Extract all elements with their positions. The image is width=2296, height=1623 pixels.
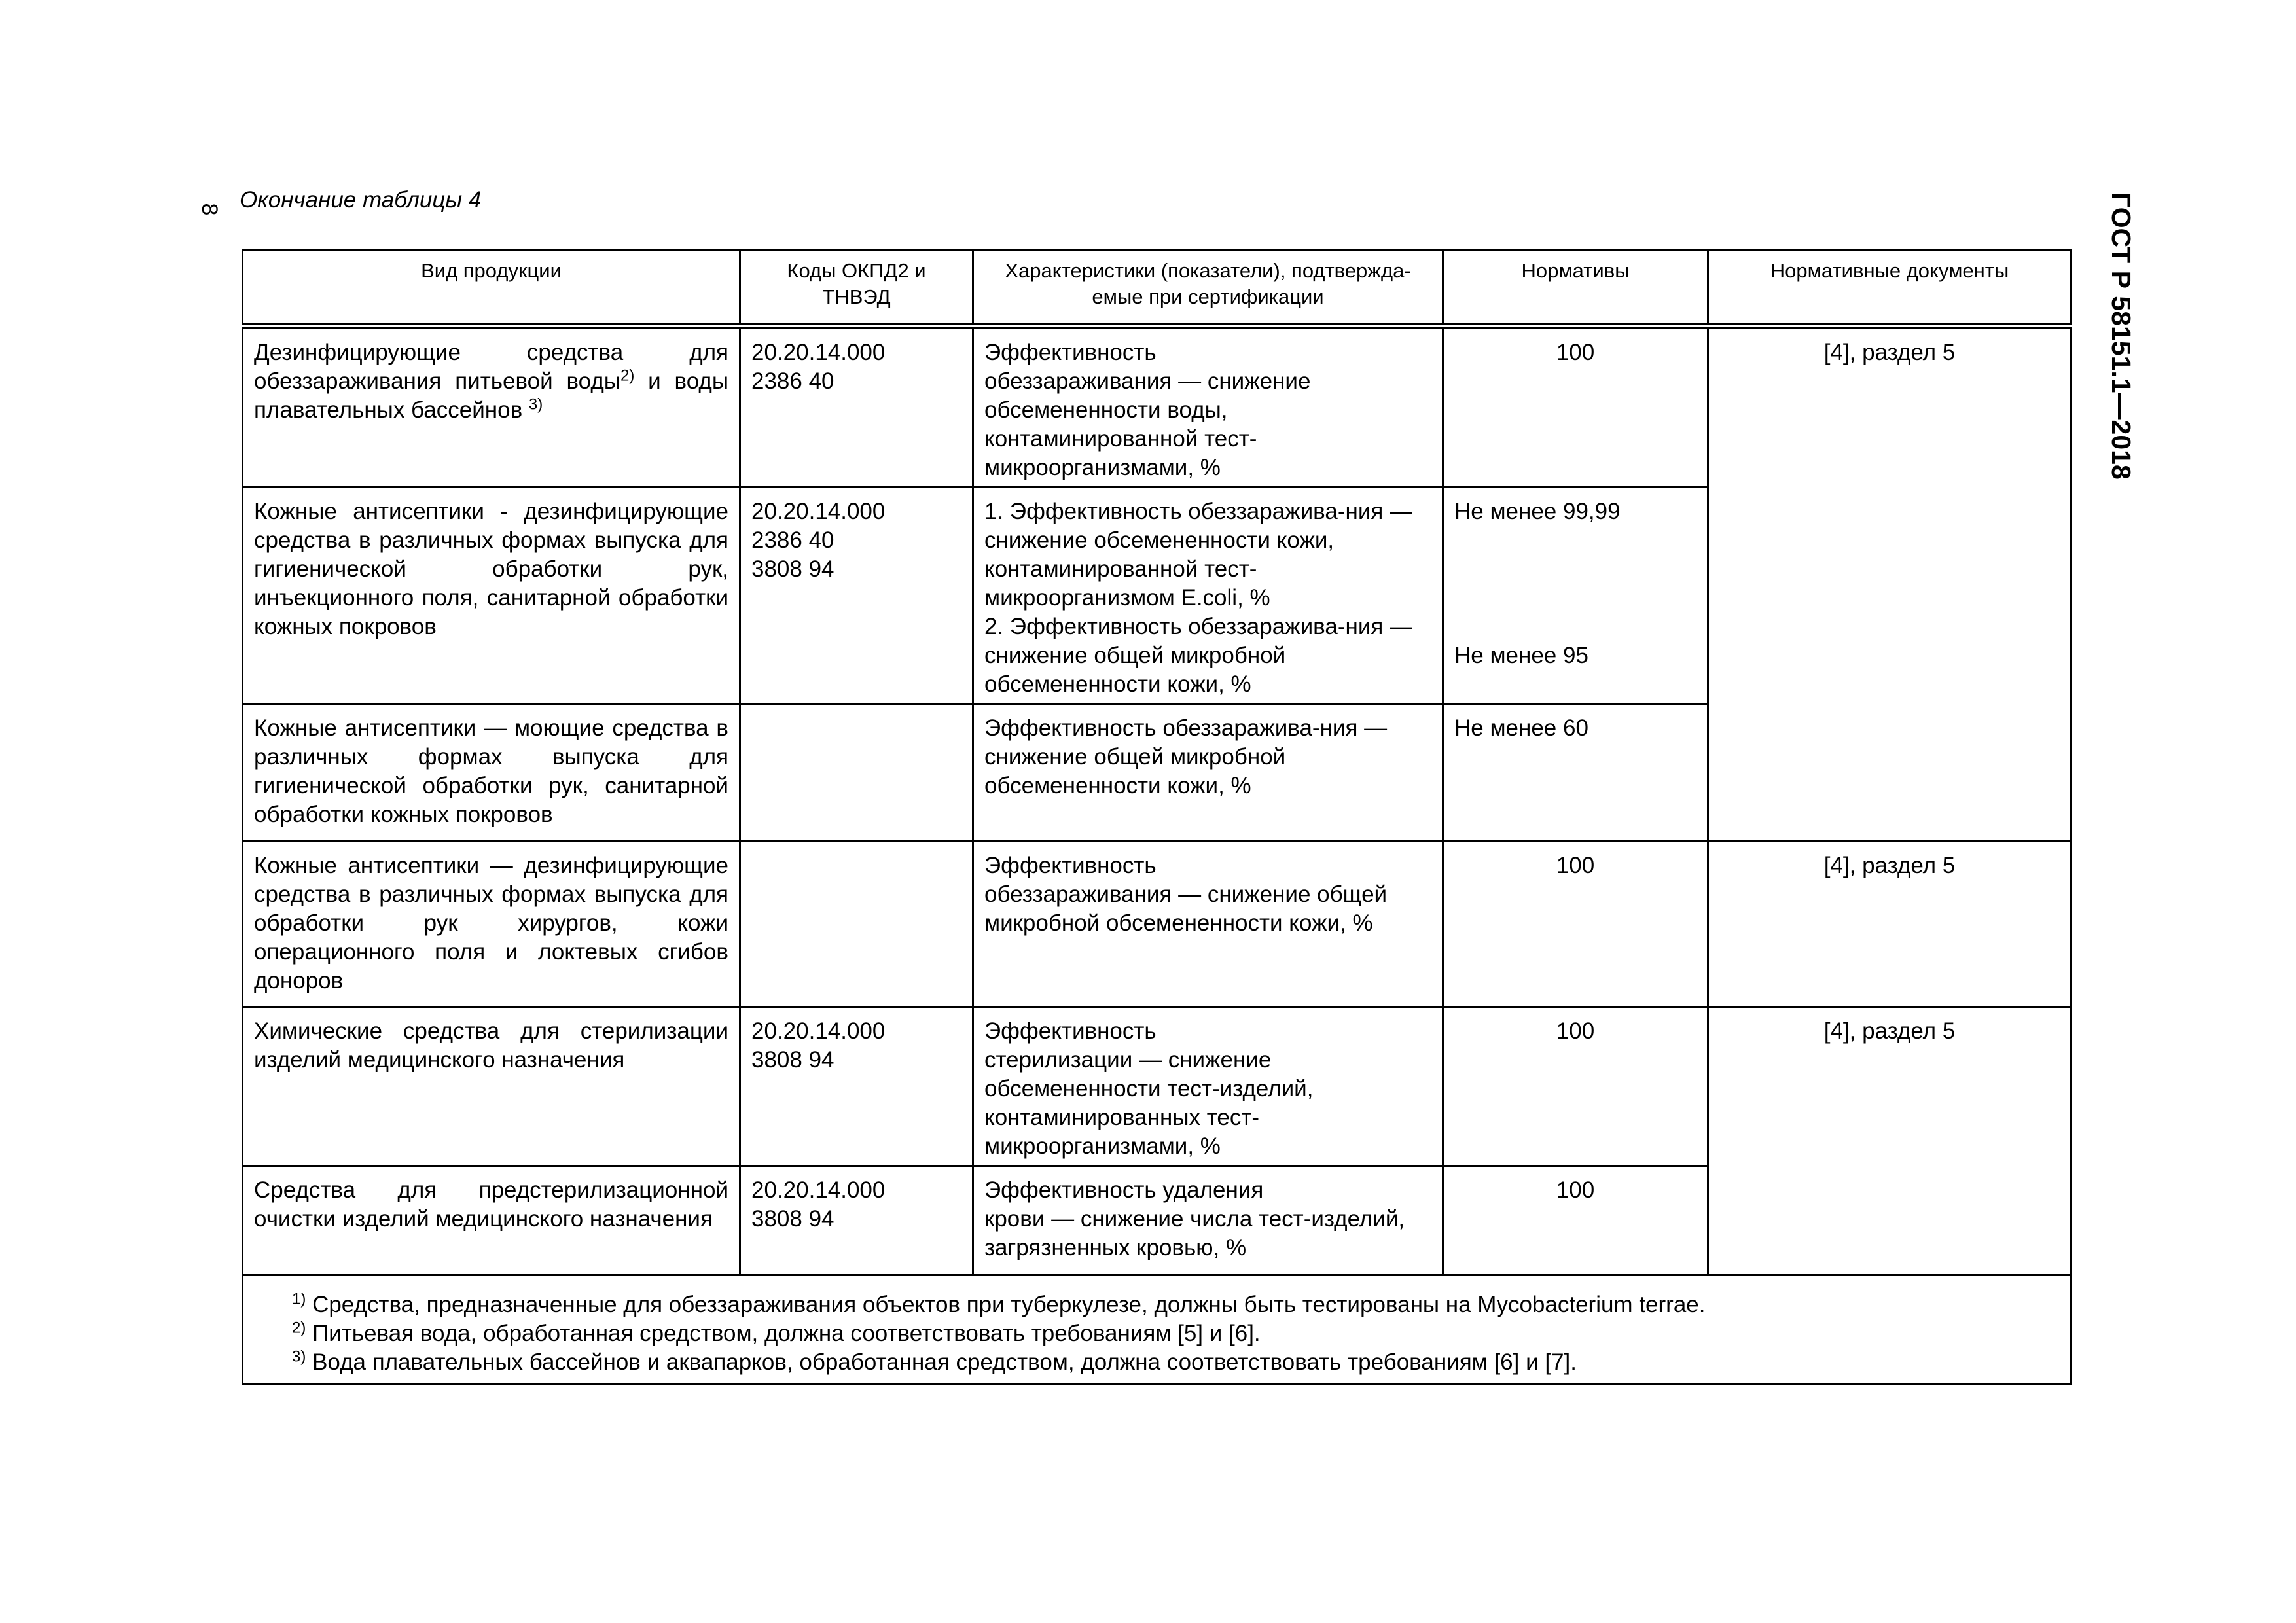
product-text: Дезинфицирующие средства для обеззараживания питьевой воды [254,340,728,394]
cell-characteristics: Эффективность удаления крови — снижение числа тест-изделий, загрязненных кровью, % [973,1166,1443,1275]
footnote-text: Средства, предназначенные для обеззараживания объектов при туберкулезе, должны быть тестированы на Mycobacterium terrae. [306,1292,1706,1317]
cell-codes [740,842,973,1007]
cell-codes: 20.20.14.000 3808 94 [740,1007,973,1166]
cell-documents: [4], раздел 5 [1708,1007,2072,1275]
footnote-2 [292,1319,2060,1348]
table-row [243,842,2072,1007]
cell-codes [740,704,973,842]
footnote-ref: 3) [528,395,543,414]
cell-product: Средства для предстерилизационной очистки изделий медицинского назначения [243,1166,740,1275]
footnote-3 [292,1348,2060,1377]
cell-documents: [4], раздел 5 [1708,327,2072,842]
page-number: 8 [197,203,223,216]
table-caption: Окончание таблицы 4 [240,187,482,213]
certification-table [242,249,2072,1385]
footnote-text: Питьевая вода, обработанная средством, должна соответствовать требованиям [5] и [6]. [306,1321,1261,1346]
cell-characteristics: Эффективность обеззараживания — снижение общей микробной обсемененности кожи, % [973,842,1443,1007]
document-code: ГОСТ Р 58151.1—2018 [2106,192,2136,480]
table-row [243,1007,2072,1166]
product-text-cont: и воды плавательных бассейнов [254,368,728,423]
cell-product: Химические средства для стерилизации изделий медицинского назначения [243,1007,740,1166]
footnote-text: Вода плавательных бассейнов и аквапарков, обработанная средством, должна соответствовать требованиям [6] и [7]. [306,1349,1577,1375]
cell-product [243,327,740,488]
cell-product: Кожные антисептики — моющие средства в различных формах выпуска для гигиенической обработки рук, санитарной обработки кожных покровов [243,704,740,842]
cell-documents: [4], раздел 5 [1708,842,2072,1007]
cell-norms: Не менее 60 [1443,704,1708,842]
footnotes-cell [243,1275,2072,1385]
cell-characteristics: 1. Эффективность обеззаражива-ния — снижение обсемененности кожи, контаминированной тест-микроорганизмом E.coli, % 2. Эффективность обеззаражива-ния — снижение общей микробной обсемененности кожи, % [973,488,1443,704]
norm-value-1: Не менее 99,99 [1454,499,1621,524]
cell-product: Кожные антисептики — дезинфицирующие средства в различных формах выпуска для обработки рук хирургов, кожи операционного поля и локтевых сгибов доноров [243,842,740,1007]
footnote-mark: 1) [292,1290,306,1308]
cell-characteristics: Эффективность обеззаражива-ния — снижение общей микробной обсемененности кожи, % [973,704,1443,842]
norm-value-2: Не менее 95 [1454,643,1588,668]
footnotes-row [243,1275,2072,1385]
table-header-row [243,251,2072,327]
cell-codes: 20.20.14.000 2386 40 [740,327,973,488]
cell-codes: 20.20.14.000 2386 40 3808 94 [740,488,973,704]
footnote-mark: 2) [292,1319,306,1337]
cell-norms: 100 [1443,327,1708,488]
cell-norms: 100 [1443,1166,1708,1275]
header-codes: Коды ОКПД2 и ТНВЭД [740,251,973,327]
header-documents: Нормативные документы [1708,251,2072,327]
cell-norms: 100 [1443,1007,1708,1166]
header-norms: Нормативы [1443,251,1708,327]
header-product: Вид продукции [243,251,740,327]
cell-norms: 100 [1443,842,1708,1007]
cell-product: Кожные антисептики - дезинфицирующие средства в различных формах выпуска для гигиенической обработки рук, инъекционного поля, санитарной обработки кожных покровов [243,488,740,704]
cell-codes: 20.20.14.000 3808 94 [740,1166,973,1275]
cell-norms [1443,488,1708,704]
table-row [243,327,2072,488]
footnote-ref: 2) [620,366,635,385]
footnote-1 [292,1291,2060,1319]
cell-characteristics: Эффективность обеззараживания — снижение обсемененности воды, контаминированной тест-микроорганизмами, % [973,327,1443,488]
cell-characteristics: Эффективность стерилизации — снижение обсемененности тест-изделий, контаминированных тест-микроорганизмами, % [973,1007,1443,1166]
footnote-mark: 3) [292,1347,306,1366]
header-characteristics: Характеристики (показатели), подтвержда-емые при сертификации [973,251,1443,327]
